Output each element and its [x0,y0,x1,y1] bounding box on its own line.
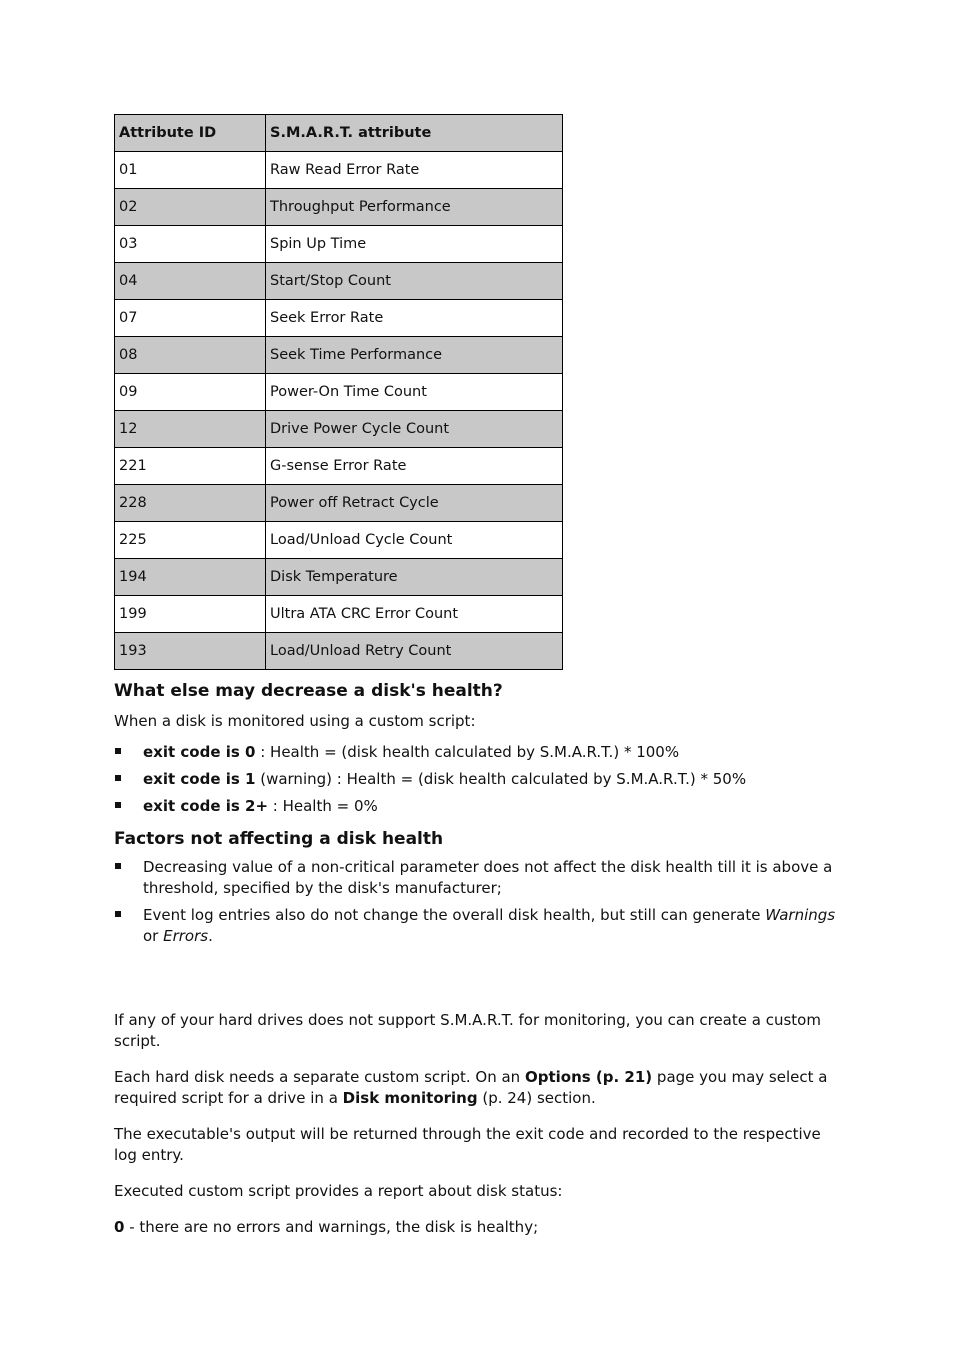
exit-code-text: : Health = (disk health calculated by S.M.A.R.T.) * 100% [255,743,680,761]
attribute-id-cell: 09 [115,374,266,411]
attribute-id-cell: 07 [115,300,266,337]
attribute-id-cell: 193 [115,633,266,670]
factor-text: or [143,927,164,945]
attribute-name-cell: Load/Unload Retry Count [266,633,563,670]
table-row [115,448,563,485]
attribute-name-cell: Ultra ATA CRC Error Count [266,596,563,633]
table-row [115,559,563,596]
attribute-name-cell: Load/Unload Cycle Count [266,522,563,559]
list-item [114,796,844,817]
attribute-name-cell: Throughput Performance [266,189,563,226]
attribute-name-cell: Seek Time Performance [266,337,563,374]
warnings-term: Warnings [765,906,836,924]
table-row [115,337,563,374]
health-heading: What else may decrease a disk's health? [114,681,503,701]
exit-code-text: : Health = 0% [268,797,378,815]
table-row [115,263,563,300]
custom-script-intro: If any of your hard drives does not support S.M.A.R.T. for monitoring, you can create a custom script. [114,1011,821,1050]
attribute-id-cell: 12 [115,411,266,448]
exit-code-label: exit code is 1 [143,770,256,788]
table-row [115,152,563,189]
factors-heading: Factors not affecting a disk health [114,829,444,849]
attribute-name-cell: Seek Error Rate [266,300,563,337]
factor-text: . [208,927,213,945]
attribute-id-cell: 03 [115,226,266,263]
header-smart-attribute: S.M.A.R.T. attribute [266,115,563,152]
header-attribute-id: Attribute ID [115,115,266,152]
attribute-name-cell: Raw Read Error Rate [266,152,563,189]
exit-code-label: exit code is 0 [143,743,256,761]
factor-text: Decreasing value of a non-critical parameter does not affect the disk health till it is above a threshold, specified by the disk's manufacturer; [143,858,833,897]
table-row [115,522,563,559]
options-link[interactable]: Options (p. 21) [524,1068,653,1086]
attribute-name-cell: Spin Up Time [266,226,563,263]
attribute-name-cell: Drive Power Cycle Count [266,411,563,448]
table-row [115,374,563,411]
attribute-id-cell: 228 [115,485,266,522]
exit-code-zero-paragraph [114,1217,844,1238]
attribute-name-cell: Disk Temperature [266,559,563,596]
attribute-id-cell: 199 [115,596,266,633]
list-item [114,857,844,899]
table-row [115,189,563,226]
output-paragraph: The executable's output will be returned through the exit code and recorded to the respective log entry. [114,1125,821,1164]
attribute-name-cell: Power-On Time Count [266,374,563,411]
paragraph-text: page you may select a required script for a drive in a [114,1068,828,1107]
attribute-name-cell: Power off Retract Cycle [266,485,563,522]
exit-code-text: (warning) : Health = (disk health calculated by S.M.A.R.T.) * 50% [255,770,747,788]
attribute-name-cell: G-sense Error Rate [266,448,563,485]
smart-attributes-table [114,114,563,670]
attribute-id-cell: 01 [115,152,266,189]
health-intro: When a disk is monitored using a custom script: [114,712,476,730]
attribute-id-cell: 225 [115,522,266,559]
attribute-id-cell: 08 [115,337,266,374]
attribute-id-cell: 221 [115,448,266,485]
factors-list [114,857,844,947]
attribute-name-cell: Start/Stop Count [266,263,563,300]
errors-term: Errors [163,927,209,945]
document-page [114,114,844,1238]
exit-code-list [114,742,844,817]
table-row [115,485,563,522]
custom-script-paragraph [114,1067,844,1109]
exit-code-zero: 0 [114,1218,125,1236]
paragraph-text: - there are no errors and warnings, the disk is healthy; [124,1218,539,1236]
table-row [115,300,563,337]
exit-code-label: exit code is 2+ [143,797,269,815]
list-item [114,905,844,947]
table-row [115,633,563,670]
table-row [115,226,563,263]
paragraph-text: Each hard disk needs a separate custom script. On an [114,1068,525,1086]
report-paragraph: Executed custom script provides a report about disk status: [114,1182,563,1200]
attribute-id-cell: 02 [115,189,266,226]
list-item [114,742,844,763]
table-header-row [115,115,563,152]
table-row [115,596,563,633]
paragraph-text: (p. 24) section. [477,1089,596,1107]
disk-monitoring-link[interactable]: Disk monitoring [342,1089,478,1107]
attribute-id-cell: 04 [115,263,266,300]
factor-text: Event log entries also do not change the overall disk health, but still can generate [143,906,766,924]
table-row [115,411,563,448]
attribute-id-cell: 194 [115,559,266,596]
list-item [114,769,844,790]
